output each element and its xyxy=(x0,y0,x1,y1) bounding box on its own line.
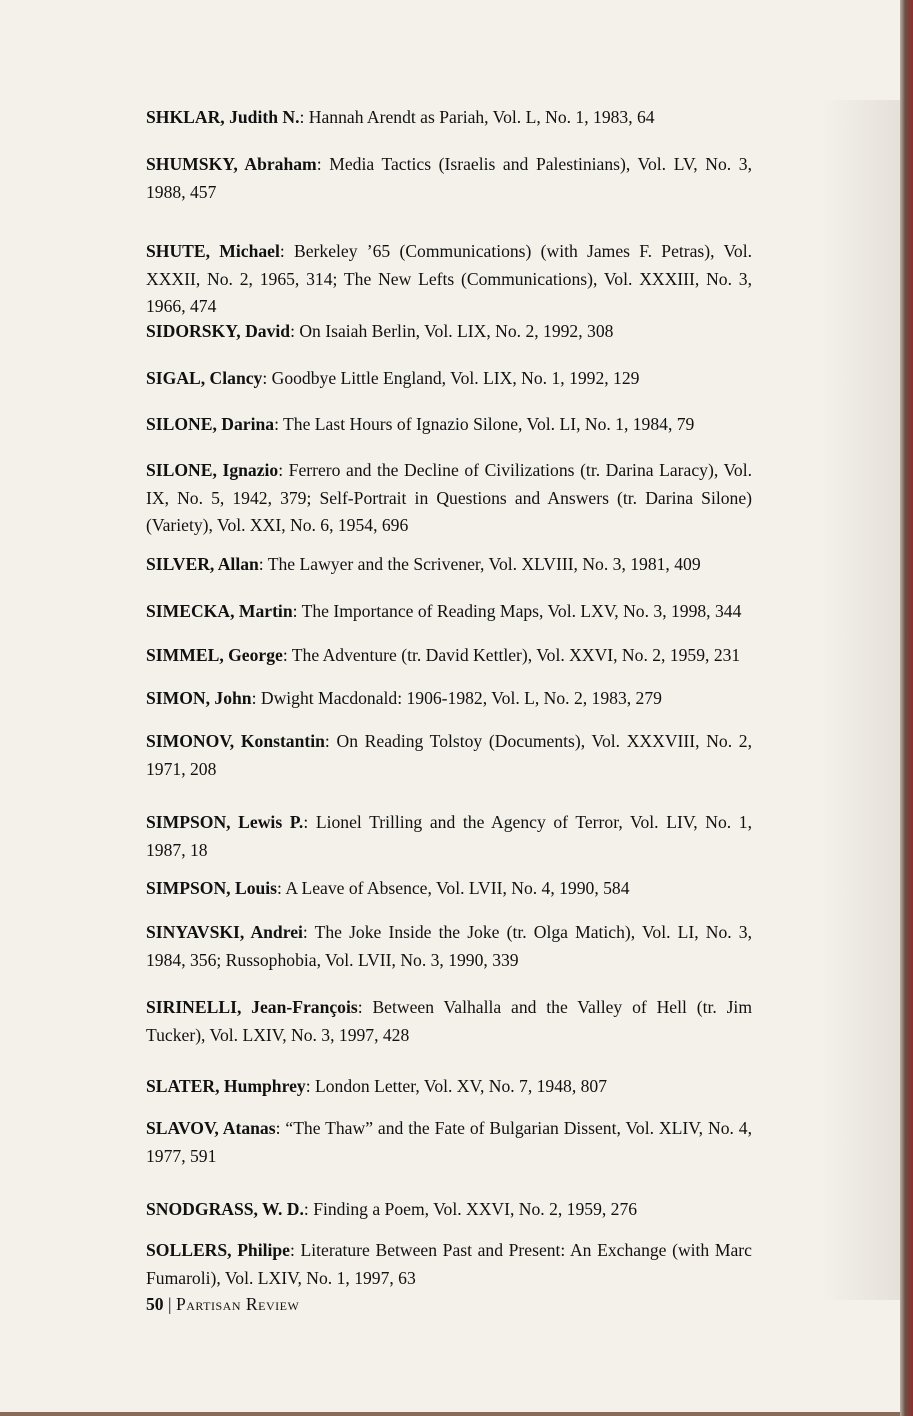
author-name: SOLLERS, Philipe xyxy=(146,1240,290,1260)
entry-citation: : On Reading Tolstoy (Documents), Vol. XXXVIII, No. 2, 1971, 208 xyxy=(146,731,752,779)
page-number: 50 xyxy=(146,1294,164,1314)
page-footer xyxy=(146,1294,299,1315)
index-entry xyxy=(146,551,752,579)
entry-citation: : Berkeley ’65 (Communications) (with James F. Petras), Vol. XXXII, No. 2, 1965, 314; The New Lefts (Communications), Vol. XXXIII, No. 3, 1966, 474 xyxy=(146,241,752,316)
entry-citation: : The Importance of Reading Maps, Vol. LXV, No. 3, 1998, 344 xyxy=(292,601,742,621)
index-entry xyxy=(146,238,752,321)
author-name: SHUMSKY, Abraham xyxy=(146,154,317,174)
entry-citation: : The Adventure (tr. David Kettler), Vol. XXVI, No. 2, 1959, 231 xyxy=(282,645,741,665)
index-entry xyxy=(146,919,752,974)
bleed-through-shadow xyxy=(820,100,900,1300)
entry-citation: : Between Valhalla and the Valley of Hell (tr. Jim Tucker), Vol. LXIV, No. 3, 1997, 428 xyxy=(146,997,753,1045)
index-entry xyxy=(146,642,752,670)
index-entry xyxy=(146,598,752,626)
index-entry xyxy=(146,809,752,864)
index-entry xyxy=(146,875,752,903)
entry-citation: : “The Thaw” and the Fate of Bulgarian Dissent, Vol. XLIV, No. 4, 1977, 591 xyxy=(146,1118,752,1166)
author-name: SIMON, John xyxy=(146,688,252,708)
entry-citation: : Lionel Trilling and the Agency of Terror, Vol. LIV, No. 1, 1987, 18 xyxy=(146,812,753,860)
entry-citation: : On Isaiah Berlin, Vol. LIX, No. 2, 1992, 308 xyxy=(290,321,614,341)
author-name: SINYAVSKI, Andrei xyxy=(146,922,303,942)
author-name: SHUTE, Michael xyxy=(146,241,280,261)
entry-citation: : Hannah Arendt as Pariah, Vol. L, No. 1, 1983, 64 xyxy=(299,107,655,127)
author-name: SNODGRASS, W. D. xyxy=(146,1199,304,1219)
index-entry xyxy=(146,685,752,713)
entry-citation: : The Lawyer and the Scrivener, Vol. XLVIII, No. 3, 1981, 409 xyxy=(258,554,701,574)
entry-citation: : The Joke Inside the Joke (tr. Olga Matich), Vol. LI, No. 3, 1984, 356; Russophobia, Vol. LVII, No. 3, 1990, 339 xyxy=(146,922,752,970)
author-name: SIGAL, Clancy xyxy=(146,368,263,388)
index-entry xyxy=(146,365,752,393)
author-name: SILONE, Ignazio xyxy=(146,460,279,480)
index-entry xyxy=(146,728,752,783)
entry-citation: : London Letter, Vol. XV, No. 7, 1948, 807 xyxy=(305,1076,608,1096)
entry-citation: : Media Tactics (Israelis and Palestinians), Vol. LV, No. 3, 1988, 457 xyxy=(146,154,752,202)
index-entry xyxy=(146,318,752,346)
entry-citation: : Goodbye Little England, Vol. LIX, No. 1, 1992, 129 xyxy=(262,368,640,388)
index-entry xyxy=(146,994,752,1049)
author-name: SIDORSKY, David xyxy=(146,321,291,341)
footer-separator: | xyxy=(168,1294,172,1314)
author-name: SILONE, Darina xyxy=(146,414,275,434)
entry-citation: : A Leave of Absence, Vol. LVII, No. 4, 1990, 584 xyxy=(277,878,630,898)
entry-citation: : Finding a Poem, Vol. XXVI, No. 2, 1959, 276 xyxy=(303,1199,638,1219)
index-entry xyxy=(146,1073,752,1101)
index-entry xyxy=(146,411,752,439)
index-entry xyxy=(146,104,752,132)
index-entry xyxy=(146,1115,752,1170)
book-edge xyxy=(900,0,913,1416)
author-name: SLAVOV, Atanas xyxy=(146,1118,276,1138)
entry-citation: : Literature Between Past and Present: An Exchange (with Marc Fumaroli), Vol. LXIV, No. 1, 1997, 63 xyxy=(146,1240,752,1288)
journal-title: Partisan Review xyxy=(175,1294,300,1314)
author-name: SIMONOV, Konstantin xyxy=(146,731,325,751)
author-name: SIMPSON, Lewis P. xyxy=(146,812,304,832)
index-entry xyxy=(146,1196,752,1224)
author-name: SIRINELLI, Jean-François xyxy=(146,997,358,1017)
author-name: SILVER, Allan xyxy=(146,554,259,574)
author-name: SIMMEL, George xyxy=(146,645,283,665)
author-name: SHKLAR, Judith N. xyxy=(146,107,300,127)
entry-citation: : Ferrero and the Decline of Civilizations (tr. Darina Laracy), Vol. IX, No. 5, 1942, 379; Self-Portrait in Questions and Answers (tr. Darina Silone) (Variety), Vol. XXI, No. 6, 1954, 696 xyxy=(146,460,752,535)
index-entry xyxy=(146,457,752,540)
entry-citation: : The Last Hours of Ignazio Silone, Vol. LI, No. 1, 1984, 79 xyxy=(274,414,695,434)
author-name: SLATER, Humphrey xyxy=(146,1076,306,1096)
author-name: SIMECKA, Martin xyxy=(146,601,293,621)
author-name: SIMPSON, Louis xyxy=(146,878,278,898)
index-entry xyxy=(146,1237,752,1292)
entry-citation: : Dwight Macdonald: 1906-1982, Vol. L, No. 2, 1983, 279 xyxy=(251,688,662,708)
index-entry xyxy=(146,151,752,206)
